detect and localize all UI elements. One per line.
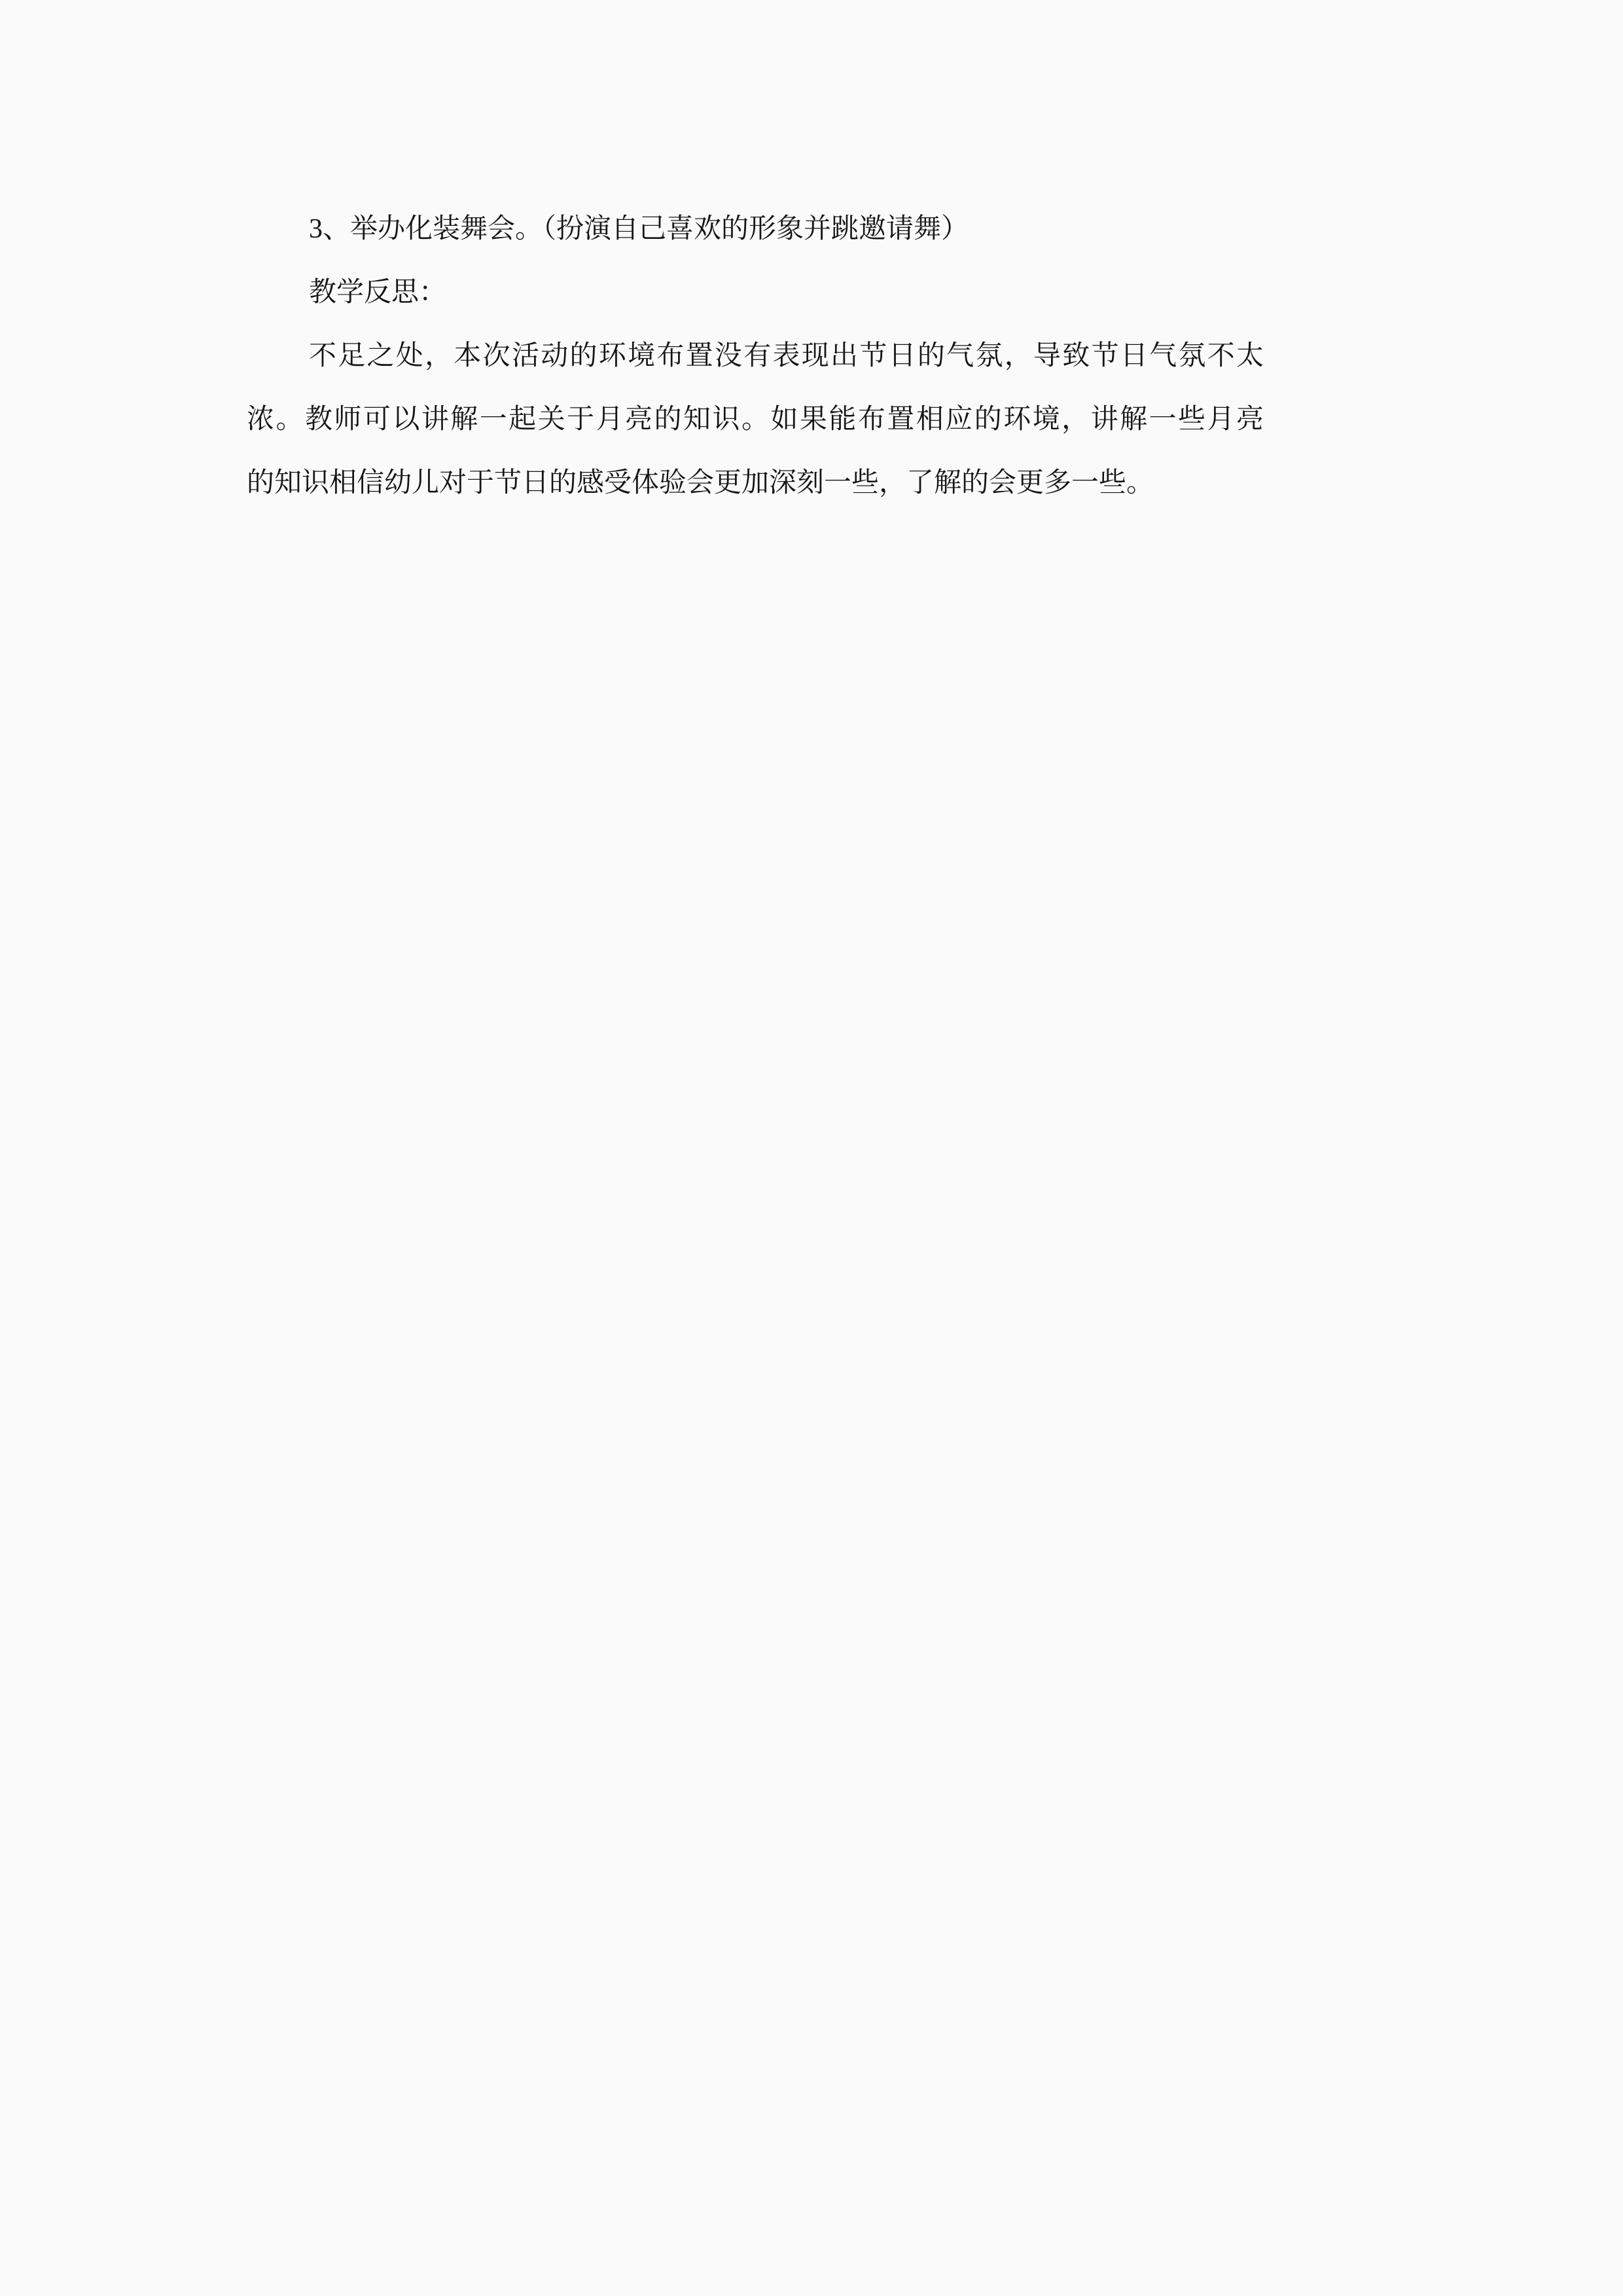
document-text-block bbox=[247, 198, 1264, 515]
section-heading-teaching-reflection: 教学反思： bbox=[309, 278, 447, 308]
list-item-masquerade-ball: 3、举办化装舞会。（扮演自己喜欢的形象并跳邀请舞） bbox=[309, 214, 969, 244]
paragraph-line-2: 浓。教师可以讲解一起关于月亮的知识。如果能布置相应的环境，讲解一些月亮 bbox=[247, 404, 1264, 435]
paragraph-line-1: 不足之处，本次活动的环境布置没有表现出节日的气氛，导致节日气氛不太 bbox=[309, 341, 1264, 371]
paragraph-line-3: 的知识相信幼儿对于节日的感受体验会更加深刻一些，了解的会更多一些。 bbox=[247, 468, 1154, 498]
